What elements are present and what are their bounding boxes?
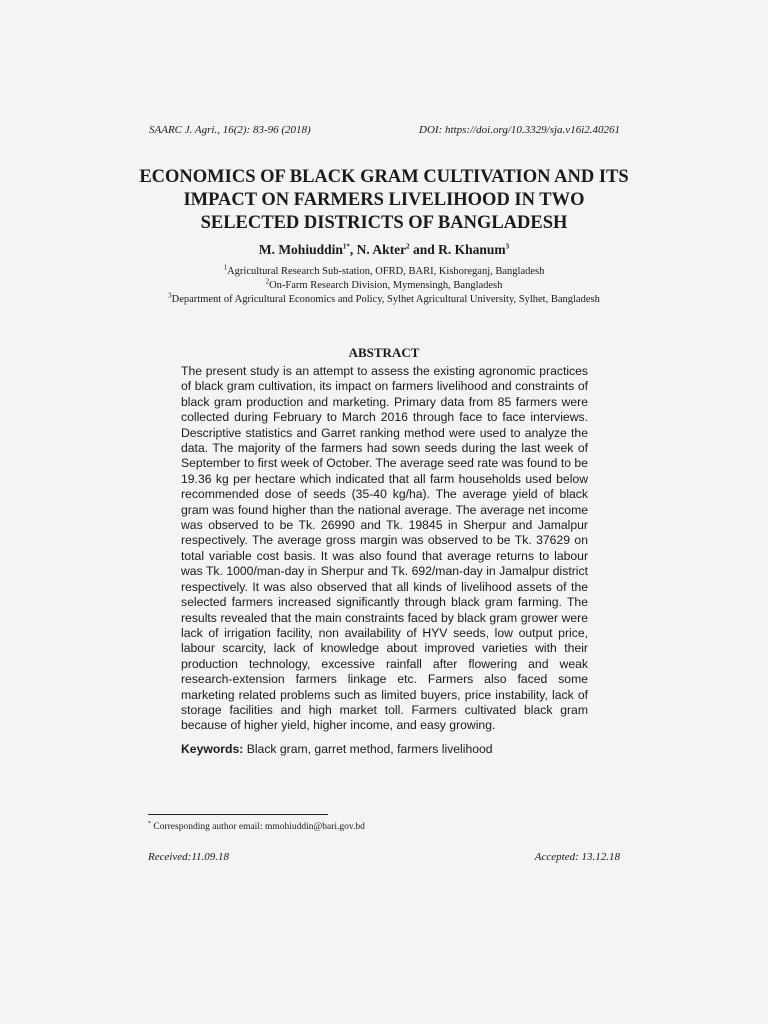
affiliation: $^2$On-Farm Research Division, Mymensingh, Bangladesh — [265, 277, 503, 291]
author-separator: and — [409, 242, 439, 257]
author-name: M. Mohiuddin — [258, 242, 343, 257]
author-name: N. Akter — [356, 242, 407, 257]
abstract-heading: ABSTRACT — [348, 345, 420, 360]
footnote-divider — [148, 814, 328, 815]
author-affil-mark: 1* — [342, 242, 350, 251]
doi-reference: DOI: https://doi.org/10.3329/sja.v16i2.40261 — [419, 124, 620, 136]
journal-reference: SAARC J. Agri., 16(2): 83-96 (2018) — [149, 124, 311, 136]
title-line: ECONOMICS OF BLACK GRAM CULTIVATION AND ITS — [139, 167, 629, 187]
paper-title — [120, 166, 648, 235]
received-date: Received:11.09.18 — [148, 851, 230, 863]
affiliation: $^1$Agricultural Research Sub-station, OFRD, BARI, Kishoreganj, Bangladesh — [223, 263, 545, 277]
title-line: IMPACT ON FARMERS LIVELIHOOD IN TWO — [183, 190, 585, 210]
affiliations — [120, 265, 648, 307]
keywords-text: Black gram, garret method, farmers livelihood — [246, 742, 493, 756]
author-affil-mark: 3 — [505, 242, 510, 251]
affiliation: $^3$Department of Agricultural Economics and Policy, Sylhet Agricultural University, Sylhet, Bangladesh — [168, 291, 600, 305]
author-list — [120, 242, 648, 258]
keywords-label: Keywords: — [181, 742, 244, 756]
corresponding-author-footnote: * Corresponding author email: mmohiuddin@bari.gov.bd — [148, 820, 365, 832]
author-separator: , — [349, 242, 357, 257]
abstract-body: The present study is an attempt to assess the existing agronomic practices of black gram cultivation, its impact on farmers livelihood and constraints of black gram production and marketing. Primary data from 85 farmers were collected during February to March 2016 through face to face interviews. Descriptive statistics and Garret ranking method were used to analyze the data. The majority of the farmers had sown seeds during the last week of September to first week of October. The average seed rate was found to be 19.36 kg per hectare which indicated that all farm households used below recommended dose of seeds (35-40 kg/ha). The average yield of black gram was found higher than the national average. The average net income was observed to be Tk. 26990 and Tk. 19845 in Sherpur and Jamalpur respectively. The average gross margin was observed to be Tk. 37629 on total variable cost basis. It was also found that average returns to labour was Tk. 1000/man-day in Sherpur and Tk. 692/man-day in Jamalpur district respectively. It was also observed that all kinds of livelihood assets of the selected farmers increased significantly through black gram farming. The results revealed that the main constraints faced by black gram grower were lack of irrigation facility, non availability of HYV seeds, low output price, labour scarcity, lack of knowledge about improved varieties with their production technology, excessive rainfall after flowering and weak research-extension farmers linkage etc. Farmers also faced some marketing related problems such as limited buyers, price instability, lack of storage facilities and high market toll. Farmers cultivated black gram because of higher yield, higher income, and easy growing. — [181, 364, 588, 733]
author-name: R. Khanum — [438, 242, 506, 257]
accepted-date: Accepted: 13.12.18 — [534, 851, 620, 863]
title-line: SELECTED DISTRICTS OF BANGLADESH — [200, 213, 568, 233]
author-affil-mark: 2 — [406, 242, 410, 251]
keywords — [181, 742, 588, 757]
